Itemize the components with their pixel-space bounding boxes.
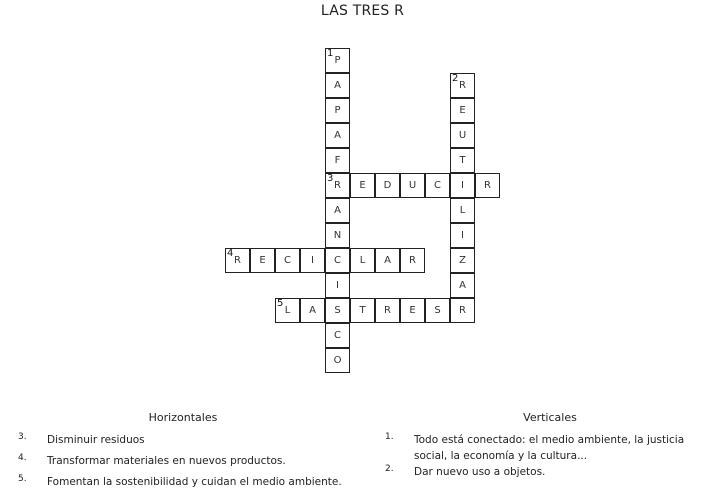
grid-cell: [450, 223, 475, 248]
cell-letter: L: [359, 255, 366, 266]
grid-cell: [300, 298, 325, 323]
cell-letter: R: [459, 305, 466, 316]
clue-number: 2: [452, 73, 459, 84]
cell-letter: R: [384, 305, 391, 316]
grid-cell: [325, 73, 350, 98]
cell-letter: R: [484, 180, 491, 191]
cell-letter: N: [333, 230, 342, 241]
clue-number: 3: [327, 173, 334, 184]
grid-cell: [350, 298, 375, 323]
grid-cell: [400, 298, 425, 323]
cell-letter: L: [459, 205, 466, 216]
grid-cell: [375, 173, 400, 198]
cell-letter: I: [461, 180, 464, 191]
cell-letter: U: [458, 130, 467, 141]
cell-letter: E: [459, 105, 466, 116]
clue-item: 4. Transformar materiales en nuevos productos.: [18, 453, 286, 467]
grid-cell: [275, 248, 300, 273]
cell-letter: A: [309, 305, 316, 316]
cell-letter: T: [459, 155, 466, 166]
grid-cell: [450, 248, 475, 273]
grid-cell: [450, 123, 475, 148]
clue-number: 1: [327, 48, 334, 59]
grid-cell: [325, 348, 350, 373]
cell-letter: C: [434, 180, 441, 191]
grid-cell: [325, 98, 350, 123]
cell-letter: E: [259, 255, 266, 266]
cell-letter: R: [334, 180, 341, 191]
clue-number: 4: [227, 248, 234, 259]
cell-letter: U: [408, 180, 417, 191]
grid-cell: [325, 48, 350, 73]
cell-letter: S: [334, 305, 341, 316]
grid-cell: [350, 248, 375, 273]
grid-cell: [300, 248, 325, 273]
cell-letter: C: [334, 255, 341, 266]
cell-letter: A: [459, 280, 466, 291]
grid-cell: [325, 123, 350, 148]
cell-letter: O: [333, 355, 342, 366]
cell-letter: S: [434, 305, 441, 316]
cell-letter: A: [334, 80, 341, 91]
cell-letter: A: [384, 255, 391, 266]
grid-cell: [325, 173, 350, 198]
grid-cell: [425, 173, 450, 198]
clue-item: 3. Disminuir residuos: [18, 432, 145, 446]
page-title: LAS TRES R: [320, 3, 405, 19]
cell-letter: A: [334, 130, 341, 141]
grid-cell: [250, 248, 275, 273]
grid-cell: [450, 148, 475, 173]
cell-letter: I: [336, 280, 339, 291]
cell-letter: C: [284, 255, 291, 266]
clue-item: 1. Todo está conectado: el medio ambiente, la justicia social, la economía y la cultura...: [385, 432, 685, 462]
cell-letter: A: [334, 205, 341, 216]
grid-cell: [400, 173, 425, 198]
grid-cell: [325, 198, 350, 223]
cell-letter: F: [334, 155, 341, 166]
grid-cell: [375, 248, 400, 273]
grid-cell: [325, 323, 350, 348]
grid-cell: [450, 98, 475, 123]
cell-letter: D: [383, 180, 392, 191]
cell-letter: I: [311, 255, 314, 266]
cell-letter: T: [359, 305, 366, 316]
clue-item: 2. Dar nuevo uso a objetos.: [385, 464, 546, 478]
grid-cell: [325, 298, 350, 323]
grid-cell: [450, 73, 475, 98]
grid-cell: [325, 148, 350, 173]
grid-cell: [350, 173, 375, 198]
cell-letter: R: [459, 80, 466, 91]
grid-cell: [375, 298, 400, 323]
cell-letter: C: [334, 330, 341, 341]
cell-letter: L: [284, 305, 291, 316]
grid-cell: [325, 273, 350, 298]
grid-cell: [225, 248, 250, 273]
cell-letter: R: [409, 255, 416, 266]
cell-letter: R: [234, 255, 241, 266]
vertical-clues-list: [385, 432, 720, 485]
grid-cell: [450, 173, 475, 198]
grid-cell: [450, 198, 475, 223]
horizontal-clues-heading: Horizontales: [148, 411, 218, 424]
grid-cell: [475, 173, 500, 198]
cell-letter: E: [359, 180, 366, 191]
horizontal-clues-list: [18, 432, 358, 495]
cell-letter: P: [334, 55, 341, 66]
cell-letter: Z: [459, 255, 466, 266]
clue-number: 5: [277, 298, 284, 309]
grid-cell: [450, 273, 475, 298]
grid-cell: [425, 298, 450, 323]
clue-item: 5. Fomentan la sostenibilidad y cuidan el medio ambiente.: [18, 474, 342, 488]
grid-cell: [450, 298, 475, 323]
grid-cell: [275, 298, 300, 323]
grid-cell: [400, 248, 425, 273]
grid-cell: [325, 248, 350, 273]
cell-letter: E: [409, 305, 416, 316]
cell-letter: P: [334, 105, 341, 116]
grid-cell: [325, 223, 350, 248]
cell-letter: I: [461, 230, 464, 241]
vertical-clues-heading: Verticales: [523, 411, 577, 424]
